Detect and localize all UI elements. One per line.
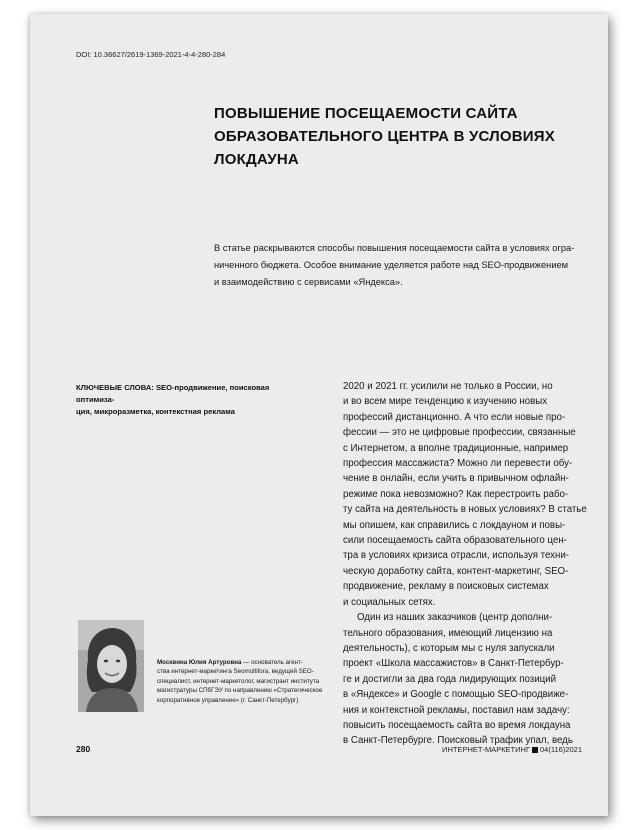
author-bio-line: [157, 658, 325, 667]
square-separator-icon: [532, 747, 538, 753]
keywords-line: ция, микроразметка, контекстная реклама: [76, 407, 235, 416]
title-line: ЛОКДАУНА: [214, 151, 299, 168]
body-line: ту сайта на деятельность в новых условиях? В статье: [343, 504, 587, 516]
keywords-line: КЛЮЧЕВЫЕ СЛОВА: SEO-продвижение, поисковая оптимиза-: [76, 383, 270, 404]
keywords: [76, 382, 286, 418]
doi: DOI: 10.36627/2619-1369-2021-4-4-280-284: [76, 50, 226, 59]
author-bio-text: — основатель агент-: [243, 659, 303, 666]
issue-number: 04(116)2021: [540, 745, 582, 754]
body-line: деятельность), с которым мы с нуля запускали: [343, 642, 555, 654]
body-line: и во всем мире тенденцию к изучению новых: [343, 396, 548, 408]
body-line: проект «Школа массажистов» в Санкт-Петербур-: [343, 658, 564, 670]
paragraph-1: [343, 379, 593, 610]
abstract-line: В статье раскрываются способы повышения посещаемости сайта в условиях огра-: [214, 243, 575, 253]
page-number: 280: [76, 744, 91, 754]
title-line: ОБРАЗОВАТЕЛЬНОГО ЦЕНТРА В УСЛОВИЯХ: [214, 128, 555, 145]
abstract-line: ниченного бюджета. Особое внимание уделяется работе над SEO-продвижением: [214, 260, 569, 270]
paragraph-2: [343, 610, 593, 749]
author-bio-line: магистратуры СПбГЭУ по направлению «Стратегическое: [157, 687, 323, 695]
body-line: ческую доработку сайта, контент-маркетинг, SEO-: [343, 565, 569, 577]
body-line: с Интернетом, а вполне традиционные, например: [343, 442, 569, 454]
body-line: ге и достигли за два года лидирующих позиций: [343, 673, 557, 685]
body-line: чение в онлайн, если учить в привычном офлайн-: [343, 473, 569, 485]
abstract: [214, 240, 594, 291]
body-line: продвижение, рекламу в поисковых системах: [343, 581, 549, 593]
body-line: ния и контекстной рекламы, поставил нам задачу:: [343, 704, 570, 716]
body-line: фессии — это не цифровые профессии, связанные: [343, 427, 576, 439]
author-bio-line: ства интернет-маркетинга Seomultifora, ведущий SEO-: [157, 668, 314, 676]
body-line: и социальных сетях.: [343, 596, 436, 608]
body-line: мы опишем, как справились с локдауном и повы-: [343, 519, 566, 531]
body-line: сили посещаемость сайта образовательного цен-: [343, 535, 567, 547]
body-line: Один из наших заказчиков (центр дополни-: [357, 612, 553, 624]
body-line: 2020 и 2021 гг. усилили не только в России, но: [343, 381, 553, 392]
journal-name: ИНТЕРНЕТ-МАРКЕТИНГ: [442, 745, 531, 754]
author-portrait-image: [78, 620, 144, 712]
article-title: [214, 102, 594, 171]
article-body: [343, 379, 593, 749]
body-line: тельного образования, имеющий лицензию на: [343, 627, 553, 639]
journal-page: [30, 14, 608, 816]
author-bio-line: специалист, интернет-маркетолог, магистрант института: [157, 677, 320, 685]
body-line: в «Яндексе» и Google с помощью SEO-продвиже-: [343, 689, 569, 701]
body-line: тра в условиях кризиса отрасли, используя техни-: [343, 550, 570, 562]
author-photo: [78, 620, 144, 712]
body-line: профессия массажиста? Можно ли перевести обу-: [343, 458, 573, 470]
abstract-line: и взаимодействию с сервисами «Яндекса».: [214, 277, 403, 287]
author-name: Москвина Юлия Артуровна: [157, 659, 242, 666]
author-bio: [157, 658, 325, 705]
author-bio-line: корпоративное управление» (г. Санкт-Петербург): [157, 696, 299, 704]
body-line: в Санкт-Петербурге. Поисковый трафик упал, ведь: [343, 735, 573, 747]
title-line: ПОВЫШЕНИЕ ПОСЕЩАЕМОСТИ САЙТА: [214, 105, 518, 122]
body-line: профессий дистанционно. А что если новые про-: [343, 411, 566, 423]
body-line: повысить посещаемость сайта во время локдауна: [343, 719, 571, 731]
running-footer: [442, 745, 582, 754]
body-line: режиме пока невозможно? Как перестроить рабо-: [343, 488, 569, 500]
